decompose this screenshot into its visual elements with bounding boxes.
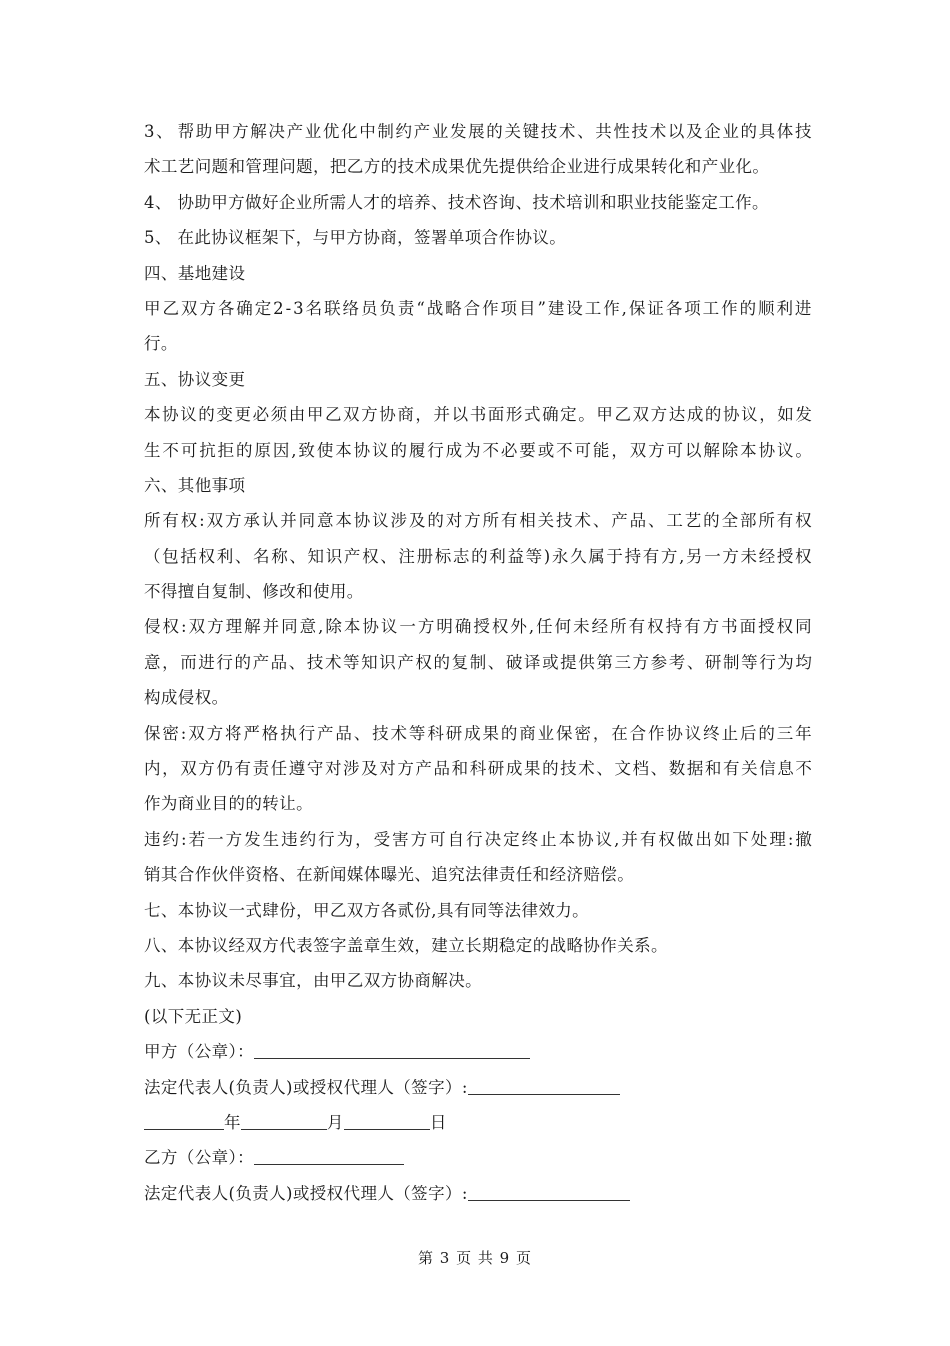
party-a-blank[interactable] — [254, 1044, 530, 1059]
day-label: 日 — [429, 1112, 447, 1132]
clauses — [144, 114, 812, 1034]
rep-b-label: 法定代表人(负责人)或授权代理人（签字）: — [144, 1183, 468, 1203]
text-line: 生 不 可 抗 拒 的 原 因 , 致 使 本 协 议 的 履 行 成 为 不 必 要 或 不 可 能 ， 双 方 可 以 解 除 本 协 议 。 — [144, 440, 812, 460]
text-line: 六、其他事项 — [144, 475, 246, 495]
text-line: 内 ， 双 方 仍 有 责 任 遵 守 对 涉 及 对 方 产 品 和 科 研 成 果 的 技 术 、 文 档 、 数 据 和 有 关 信 息 不 — [144, 759, 812, 779]
text-line: 保 密 : 双 方 将 严 格 执 行 产 品 、 技 术 等 科 研 成 果 的 商 业 保 密 ， 在 合 作 协 议 终 止 后 的 三 年 — [144, 723, 812, 743]
page-footer: 第 3 页 共 9 页 — [418, 1249, 532, 1267]
text-line: 八、本协议经双方代表签字盖章生效，建立长期稳定的战略协作关系。 — [144, 935, 668, 955]
text-line: 侵 权 : 双 方 理 解 并 同 意 , 除 本 协 议 一 方 明 确 授 权 外 , 任 何 未 经 所 有 权 持 有 方 书 面 授 权 同 — [144, 617, 812, 637]
party-b-label: 乙方（公章）： — [144, 1148, 255, 1168]
text-line: 销其合作伙伴资格、在新闻媒体曝光、追究法律责任和经济赔偿。 — [144, 865, 635, 885]
month-blank[interactable] — [241, 1115, 327, 1130]
text-line: 所 有 权 : 双 方 承 认 并 同 意 本 协 议 涉 及 的 对 方 所 有 相 关 技 术 、 产 品 、 工 艺 的 全 部 所 有 权 — [144, 511, 812, 531]
rep-a-blank[interactable] — [468, 1080, 620, 1095]
date-line — [144, 1105, 812, 1140]
rep-a-label: 法定代表人(负责人)或授权代理人（签字）: — [144, 1077, 468, 1097]
text-line: 术工艺问题和管理问题，把乙方的技术成果优先提供给企业进行成果转化和产业化。 — [144, 157, 770, 177]
text-line: 四、基地建设 — [144, 263, 246, 283]
party-b-seal-line — [144, 1140, 812, 1175]
text-line: 意 ， 而 进 行 的 产 品 、 技 术 等 知 识 产 权 的 复 制 、 破 译 或 提 供 第 三 方 参 考 、 研 制 等 行 为 均 — [144, 652, 812, 672]
text-line: 行。 — [144, 334, 178, 354]
party-a-seal-line — [144, 1034, 812, 1069]
day-blank[interactable] — [344, 1115, 430, 1130]
text-line: 5、 在此协议框架下，与甲方协商，签署单项合作协议。 — [144, 228, 567, 248]
rep-a-sign-line — [144, 1070, 812, 1105]
text-line: （ 包 括 权 利 、 名 称 、 知 识 产 权 、 注 册 标 志 的 利 益 等 ) 永 久 属 于 持 有 方 , 另 一 方 未 经 授 权 — [144, 546, 812, 566]
year-blank[interactable] — [144, 1115, 224, 1130]
text-line: 违 约 : 若 一 方 发 生 违 约 行 为 ， 受 害 方 可 自 行 决 定 终 止 本 协 议 , 并 有 权 做 出 如 下 处 理 : 撤 — [144, 829, 812, 849]
text-line: 甲 乙 双 方 各 确 定 2 - 3 名 联 络 员 负 责 “ 战 略 合 作 项 目 ” 建 设 工 作 , 保 证 各 项 工 作 的 顺 利 进 — [144, 298, 812, 318]
rep-b-blank[interactable] — [468, 1186, 630, 1201]
year-label: 年 — [224, 1112, 241, 1132]
text-line: 本 协 议 的 变 更 必 须 由 甲 乙 双 方 协 商 ， 并 以 书 面 形 式 确 定 。 甲 乙 双 方 达 成 的 协 议 ， 如 发 — [144, 405, 812, 425]
text-line: 4、 协助甲方做好企业所需人才的培养、技术咨询、技术培训和职业技能鉴定工作。 — [144, 192, 769, 212]
text-line: 五、协议变更 — [144, 369, 246, 389]
text-line: 九、本协议未尽事宜，由甲乙双方协商解决。 — [144, 971, 482, 991]
text-line: 作为商业目的的转让。 — [144, 794, 313, 814]
text-line: 3 、 帮 助 甲 方 解 决 产 业 优 化 中 制 约 产 业 发 展 的 关 键 技 术 、 共 性 技 术 以 及 企 业 的 具 体 技 — [144, 122, 812, 141]
text-line: 不得擅自复制、修改和使用。 — [144, 582, 364, 602]
party-a-label: 甲方（公章）： — [144, 1042, 255, 1062]
text-line: 构成侵权。 — [144, 688, 229, 708]
rep-b-sign-line — [144, 1176, 812, 1211]
text-line: 七、本协议一式肆份，甲乙双方各贰份,具有同等法律效力。 — [144, 900, 590, 920]
document-body — [144, 114, 812, 1211]
party-b-blank[interactable] — [254, 1150, 404, 1165]
text-line: (以下无正文) — [144, 1006, 243, 1026]
month-label: 月 — [326, 1112, 344, 1132]
